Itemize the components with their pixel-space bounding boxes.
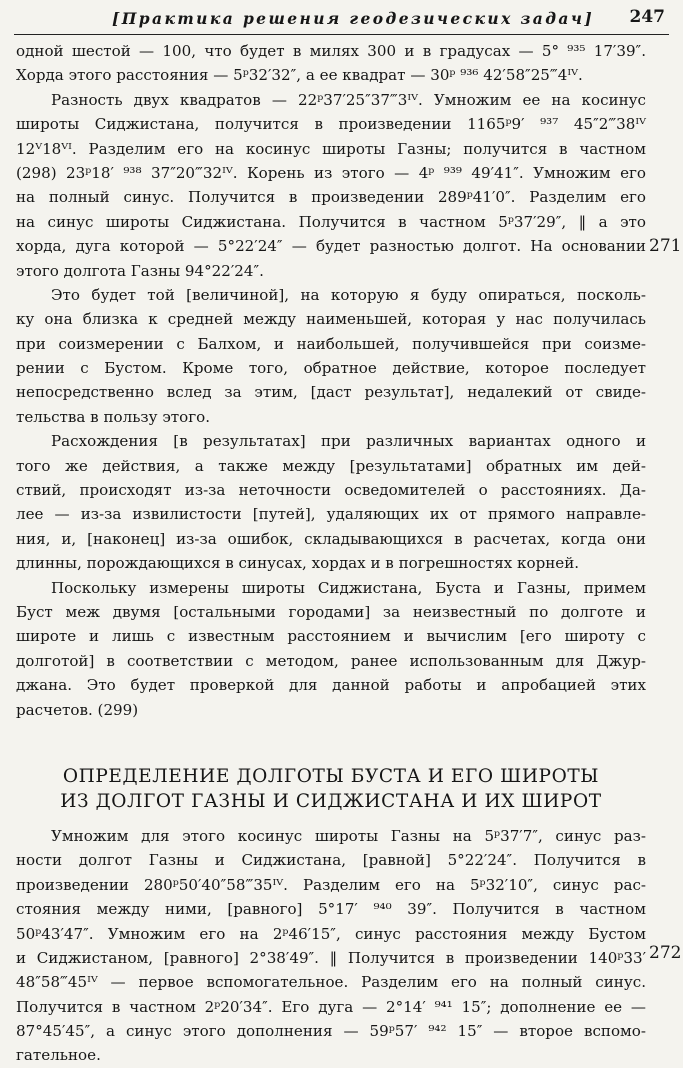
text-line: при соизмерении с Балхом, и наибольшей, получившейся при соизме- bbox=[16, 334, 646, 353]
text-line: широты Сиджистана, получится в произведении 1165ᵖ9′ ⁹³⁷ 45″2‴38ᴵⱽ bbox=[16, 115, 646, 134]
paragraph bbox=[16, 576, 646, 722]
text-line: на полный синус. Получится в произведении 289ᵖ41′0″. Разделим его bbox=[16, 188, 646, 207]
paragraph bbox=[16, 429, 646, 575]
text-line: ности долгот Газны и Сиджистана, [равной] 5°22′24″. Получится в bbox=[16, 851, 646, 870]
text-line: хорда, дуга которой — 5°22′24″ — будет разностью долгот. На основании bbox=[16, 237, 646, 256]
text-line: стояния между ними, [равного] 5°17′ ⁹⁴⁰ 39″. Получится в частном bbox=[16, 900, 646, 919]
text-line: долготой] в соответствии с методом, ранее использованным для Джур- bbox=[16, 651, 646, 670]
text-line: Хорда этого расстояния — 5ᵖ32′32″, а ее квадрат — 30ᵖ ⁹³⁶ 42′58″25‴4ᴵⱽ. bbox=[16, 66, 583, 85]
running-head: [Практика решения геодезических задач] bbox=[112, 9, 595, 28]
paragraph bbox=[16, 283, 646, 429]
text-line: Умножим для этого косинус широты Газны на 5ᵖ37′7″, синус раз- bbox=[51, 826, 646, 845]
text-line: произведении 280ᵖ50′40″58‴35ᴵⱽ. Разделим его на 5ᵖ32′10″, синус рас- bbox=[16, 875, 646, 894]
page-header bbox=[14, 4, 669, 35]
page-number: 247 bbox=[629, 7, 665, 27]
text-line: широте и лишь с известным расстоянием и вычислим [его широту с bbox=[16, 627, 646, 646]
paragraph bbox=[16, 39, 646, 88]
text-line: Буст меж двумя [остальными городами] за неизвестный по долготе и bbox=[16, 602, 646, 621]
text-line: Разность двух квадратов — 22ᵖ37′25″37‴3ᴵⱽ. Умножим ее на косинус bbox=[51, 90, 646, 109]
text-line: рении с Бустом. Кроме того, обратное действие, которое последует bbox=[16, 359, 646, 378]
text-line: 48″58‴45ᴵⱽ — первое вспомогательное. Разделим его на полный синус. bbox=[16, 973, 646, 992]
text-line: на синус широты Сиджистана. Получится в частном 5ᵖ37′29″, ‖ а это bbox=[16, 212, 646, 231]
text-line: 87°45′45″, а синус этого дополнения — 59ᵖ57′ ⁹⁴² 15″ — второе вспомо- bbox=[16, 1022, 646, 1041]
text-line: лее — из-за извилистости [путей], удаляющих их от прямого направле- bbox=[16, 505, 646, 524]
margin-page-marker: 272 bbox=[649, 943, 682, 963]
text-line: Расхождения [в результатах] при различных вариантах одного и bbox=[51, 432, 646, 451]
paragraph bbox=[16, 88, 646, 283]
section-heading-line: ИЗ ДОЛГОТ ГАЗНЫ И СИДЖИСТАНА И ИХ ШИРОТ bbox=[60, 791, 602, 813]
text-line: непосредственно вслед за этим, [даст результат], недалекий от свиде- bbox=[16, 383, 646, 402]
text-line: одной шестой — 100, что будет в милях 300 и в градусах — 5° ⁹³⁵ 17′39″. bbox=[16, 42, 646, 60]
text-line: 50ᵖ43′47″. Умножим его на 2ᵖ46′15″, синус расстояния между Бустом bbox=[16, 924, 646, 943]
text-line: (298) 23ᵖ18′ ⁹³⁸ 37″20‴32ᴵⱽ. Корень из этого — 4ᵖ ⁹³⁹ 49′41″. Умножим его bbox=[16, 163, 646, 182]
text-line: 12ⱽ18ⱽᴵ. Разделим его на косинус широты Газны; получится в частном bbox=[16, 139, 646, 158]
text-line: джана. Это будет проверкой для данной работы и апробацией этих bbox=[16, 676, 646, 695]
text-line: Это будет той [величиной], на которую я буду опираться, посколь- bbox=[51, 285, 646, 304]
section-heading-line: ОПРЕДЕЛЕНИЕ ДОЛГОТЫ БУСТА И ЕГО ШИРОТЫ bbox=[62, 765, 600, 787]
text-line: того же действия, а также между [результатами] обратных им дей- bbox=[16, 456, 646, 475]
section-heading bbox=[16, 764, 646, 815]
page-body bbox=[16, 39, 646, 1068]
text-line: длинны, порождающихся в синусах, хордах и в погрешностях корней. bbox=[16, 554, 580, 573]
margin-page-marker: 271 bbox=[649, 236, 682, 256]
text-line: Поскольку измерены широты Сиджистана, Буста и Газны, примем bbox=[51, 578, 646, 597]
text-line: ку она близка к средней между наименьшей, которая у нас получилась bbox=[16, 310, 646, 329]
text-line: этого долгота Газны 94°22′24″. bbox=[16, 261, 264, 280]
text-line: и Сиджистаном, [равного] 2°38′49″. ‖ Получится в произведении 140ᵖ33′ bbox=[16, 948, 646, 967]
text-line: ствий, происходят из-за неточности осведомителей о расстояниях. Да- bbox=[16, 481, 646, 500]
text-line: расчетов. (299) bbox=[16, 700, 139, 719]
text-line: ния, и, [наконец] из-за ошибок, складывающихся в расчетах, когда они bbox=[16, 529, 646, 548]
text-line: гательное. bbox=[16, 1046, 101, 1065]
text-line: тельства в пользу этого. bbox=[16, 407, 211, 426]
text-line: Получится в частном 2ᵖ20′34″. Его дуга — 2°14′ ⁹⁴¹ 15″; дополнение ее — bbox=[16, 997, 646, 1016]
paragraph bbox=[16, 824, 646, 1068]
